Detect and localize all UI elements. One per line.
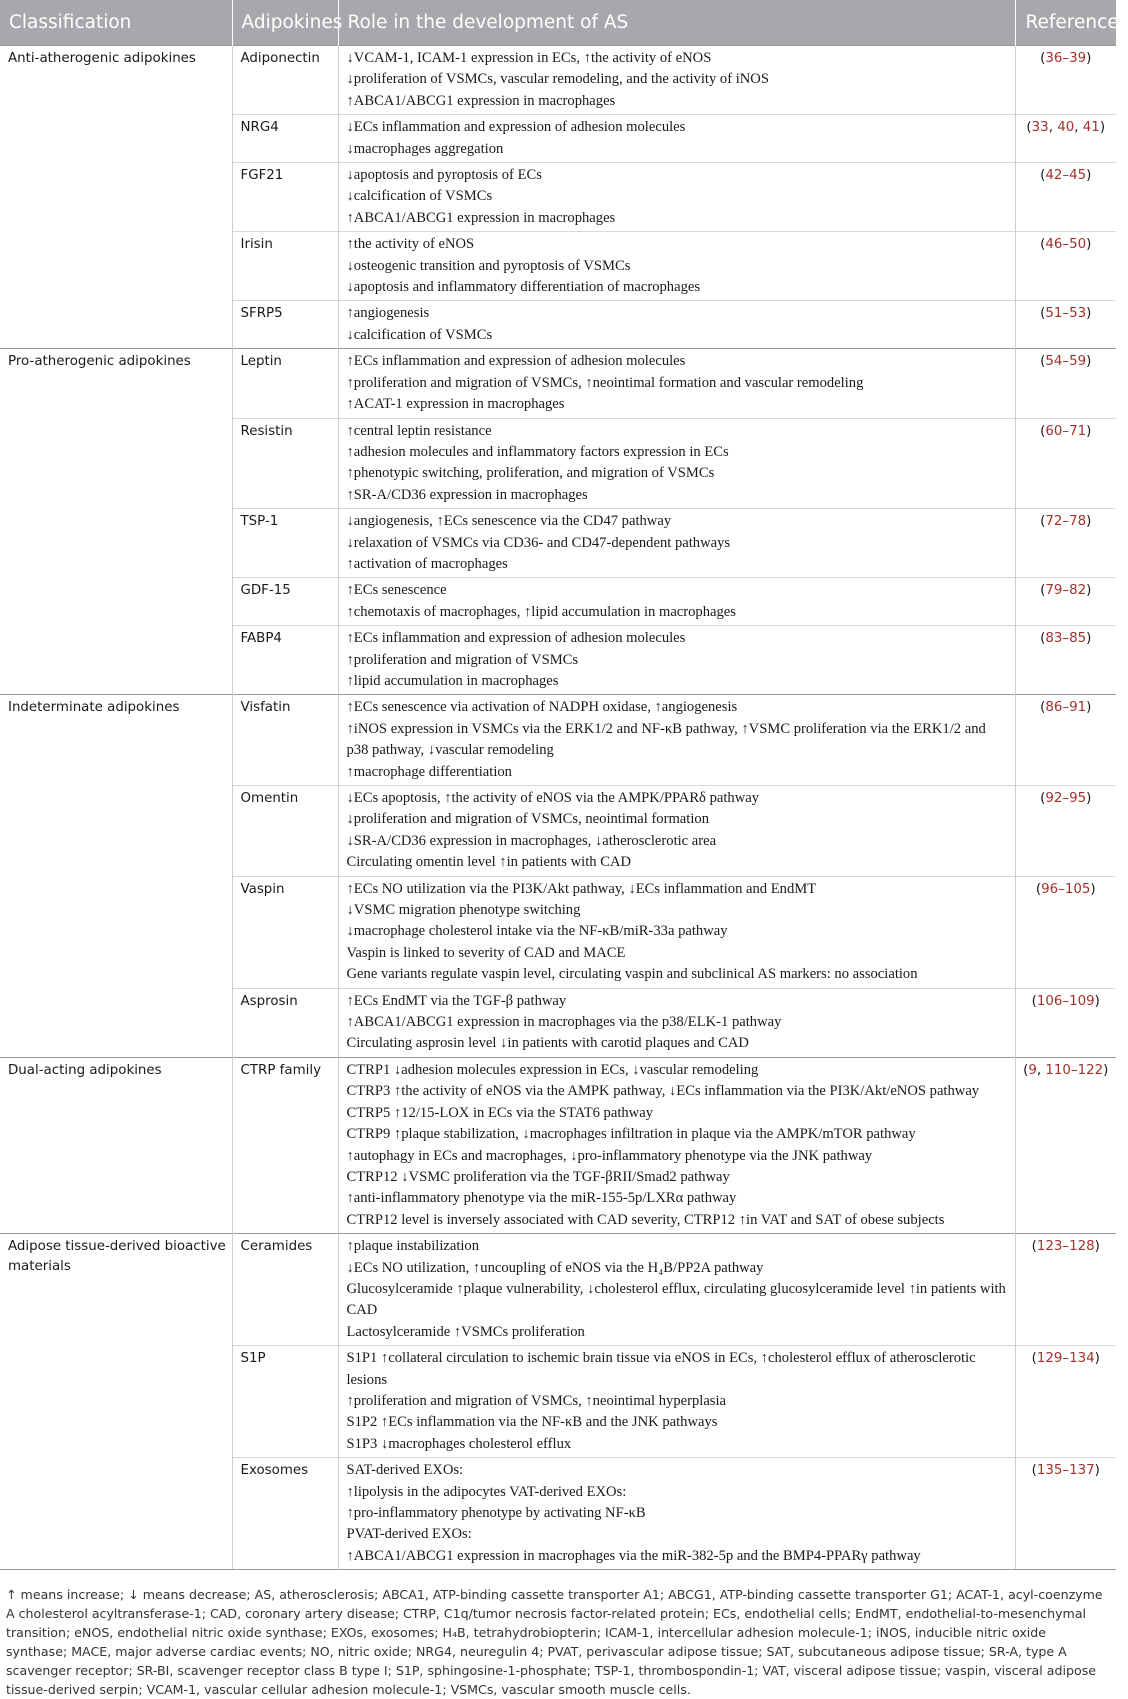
role-cell (338, 876, 1015, 988)
adipokine-name-cell: Ceramides (232, 1234, 338, 1346)
adipokine-name-cell: Leptin (232, 349, 338, 418)
role-line: ↑anti-inflammatory phenotype via the miR-155-5p/LXRα pathway (346, 1190, 737, 1207)
reference-link[interactable]: 106–109 (1036, 993, 1095, 1009)
classification-cell: Adipose tissue-derived bioactive materials (0, 1234, 232, 1570)
adipokine-name-cell: Asprosin (232, 988, 338, 1057)
role-line: Circulating asprosin level ↓in patients with carotid plaques and CAD (346, 1035, 749, 1052)
role-cell (338, 349, 1015, 418)
references-cell: (83–85) (1015, 626, 1116, 695)
reference-link[interactable]: 54–59 (1045, 354, 1087, 370)
reference-link[interactable]: 83–85 (1045, 631, 1087, 647)
role-line: ↑SR-A/CD36 expression in macrophages (346, 486, 588, 503)
role-line: ↓macrophages aggregation (346, 140, 504, 157)
role-line: ↑ACAT-1 expression in macrophages (346, 396, 565, 413)
role-line: ↓VSMC migration phenotype switching (346, 902, 581, 919)
references-cell: (51–53) (1015, 301, 1116, 349)
adipokine-name-cell: FABP4 (232, 626, 338, 695)
role-line: ↑phenotypic switching, proliferation, and migration of VSMCs (346, 465, 715, 482)
role-line: ↓SR-A/CD36 expression in macrophages, ↓atherosclerotic area (346, 832, 717, 849)
role-line: ↑proliferation and migration of VSMCs, ↑neointimal formation and vascular remodeling (346, 374, 864, 391)
header-classification: Classification (0, 0, 232, 46)
role-cell (338, 695, 1015, 786)
references-cell: (135–137) (1015, 1458, 1116, 1570)
role-line: Glucosylceramide ↑plaque vulnerability, ↓cholesterol efflux, circulating glucosylceramide level ↑in patients with CAD (346, 1280, 1006, 1319)
role-line: ↑the activity of eNOS (346, 236, 475, 253)
role-line: ↑lipid accumulation in macrophages (346, 672, 559, 689)
role-line: ↓calcification of VSMCs (346, 188, 493, 205)
role-line: S1P2 ↑ECs inflammation via the NF-κB and the JNK pathways (346, 1414, 718, 1431)
adipokine-name-cell: FGF21 (232, 163, 338, 232)
adipokine-name-cell: SFRP5 (232, 301, 338, 349)
reference-link[interactable]: 33 (1031, 120, 1049, 136)
reference-link[interactable]: 46–50 (1045, 237, 1087, 253)
role-line: ↓proliferation and migration of VSMCs, neointimal formation (346, 811, 709, 828)
role-line: ↓apoptosis and inflammatory differentiation of macrophages (346, 279, 701, 296)
role-line: ↑lipolysis in the adipocytes VAT-derived EXOs: (346, 1483, 627, 1500)
reference-link[interactable]: 92–95 (1045, 791, 1087, 806)
role-line: ↓ECs NO utilization, ↑uncoupling of eNOS via the H₄B/PP2A pathway (346, 1259, 764, 1276)
role-line: Gene variants regulate vaspin level, circulating vaspin and subclinical AS markers: no association (346, 966, 918, 983)
role-line: ↑ABCA1/ABCG1 expression in macrophages via the miR-382-5p and the BMP4-PPARγ pathway (346, 1547, 921, 1564)
role-line: ↑pro-inflammatory phenotype by activating NF-κB (346, 1505, 646, 1521)
role-line: Circulating omentin level ↑in patients with CAD (346, 854, 632, 871)
role-cell (338, 115, 1015, 163)
role-line: ↑angiogenesis (346, 305, 430, 322)
adipokine-name-cell: Visfatin (232, 695, 338, 786)
role-line: ↓relaxation of VSMCs via CD36- and CD47-dependent pathways (346, 534, 731, 551)
table-body (0, 46, 1116, 1570)
references-cell: (46–50) (1015, 232, 1116, 301)
role-line: PVAT-derived EXOs: (346, 1526, 472, 1543)
references-cell: (33, 40, 41) (1015, 115, 1116, 163)
role-line: Vaspin is linked to severity of CAD and MACE (346, 944, 626, 961)
role-cell (338, 232, 1015, 301)
role-line: ↑ECs inflammation and expression of adhesion molecules (346, 353, 686, 370)
table-row (0, 1234, 1116, 1346)
role-cell (338, 46, 1015, 115)
adipokine-name-cell: GDF-15 (232, 578, 338, 626)
classification-cell: Indeterminate adipokines (0, 695, 232, 1058)
role-line: ↑plaque instabilization (346, 1238, 480, 1255)
adipokine-name-cell: Exosomes (232, 1458, 338, 1570)
references-cell: (106–109) (1015, 988, 1116, 1057)
role-cell (338, 509, 1015, 578)
reference-link[interactable]: 110–122 (1045, 1062, 1104, 1078)
role-line: ↑ECs senescence (346, 582, 447, 599)
role-line: CTRP12 ↓VSMC proliferation via the TGF-βRII/Smad2 pathway (346, 1168, 730, 1185)
role-cell (338, 418, 1015, 509)
role-line: CTRP5 ↑12/15-LOX in ECs via the STAT6 pathway (346, 1104, 653, 1121)
references-cell: (42–45) (1015, 163, 1116, 232)
role-line: ↑autophagy in ECs and macrophages, ↓pro-inflammatory phenotype via the JNK pathway (346, 1147, 873, 1164)
classification-cell: Pro-atherogenic adipokines (0, 349, 232, 695)
role-line: SAT-derived EXOs: (346, 1462, 464, 1479)
references-cell: (92–95) (1015, 786, 1116, 877)
references-cell: (60–71) (1015, 418, 1116, 509)
header-references: References (1015, 0, 1116, 46)
reference-link[interactable]: 42–45 (1045, 168, 1087, 184)
role-line: ↓osteogenic transition and pyroptosis of VSMCs (346, 257, 631, 274)
role-line: ↓calcification of VSMCs (346, 326, 493, 343)
adipokine-name-cell: NRG4 (232, 115, 338, 163)
adipokine-name-cell: Irisin (232, 232, 338, 301)
references-cell: (36–39) (1015, 46, 1116, 115)
references-cell: (54–59) (1015, 349, 1116, 418)
references-cell: (79–82) (1015, 578, 1116, 626)
classification-cell: Anti-atherogenic adipokines (0, 46, 232, 349)
role-line: ↓apoptosis and pyroptosis of ECs (346, 167, 542, 184)
reference-link[interactable]: 86–91 (1045, 700, 1087, 716)
role-line: S1P1 ↑collateral circulation to ischemic brain tissue via eNOS in ECs, ↑cholesterol efflux of atherosclerotic lesions (346, 1350, 976, 1388)
role-line: ↑ECs NO utilization via the PI3K/Akt pathway, ↓ECs inflammation and EndMT (346, 880, 817, 897)
role-line: CTRP1 ↓adhesion molecules expression in ECs, ↓vascular remodeling (346, 1061, 759, 1078)
role-cell (338, 163, 1015, 232)
role-line: ↑adhesion molecules and inflammatory factors expression in ECs (346, 443, 729, 460)
role-line: ↑macrophage differentiation (346, 763, 512, 780)
role-line: ↑ABCA1/ABCG1 expression in macrophages (346, 209, 616, 226)
role-line: ↓angiogenesis, ↑ECs senescence via the CD47 pathway (346, 513, 672, 530)
header-role: Role in the development of AS (338, 0, 1015, 46)
role-line: ↑ABCA1/ABCG1 expression in macrophages via the p38/ELK-1 pathway (346, 1014, 782, 1031)
role-cell (338, 626, 1015, 695)
role-line: Lactosylceramide ↑VSMCs proliferation (346, 1323, 585, 1340)
role-cell (338, 786, 1015, 877)
role-line: ↑chemotaxis of macrophages, ↑lipid accumulation in macrophages (346, 603, 736, 620)
role-cell (338, 578, 1015, 626)
adipokine-name-cell: CTRP family (232, 1057, 338, 1233)
role-line: ↓proliferation of VSMCs, vascular remodeling, and the activity of iNOS (346, 71, 769, 88)
table-bottom-rule (0, 1569, 1116, 1570)
role-cell (338, 1346, 1015, 1458)
table-row (0, 695, 1116, 786)
role-line: ↓ECs inflammation and expression of adhesion molecules (346, 119, 686, 136)
reference-link[interactable]: 123–128 (1036, 1239, 1095, 1255)
role-cell (338, 1234, 1015, 1346)
reference-link[interactable]: 36–39 (1045, 51, 1087, 66)
adipokine-name-cell: S1P (232, 1346, 338, 1458)
role-line: ↓macrophage cholesterol intake via the NF-κB/miR-33a pathway (346, 923, 728, 940)
role-line: ↑proliferation and migration of VSMCs, ↑neointimal hyperplasia (346, 1392, 727, 1409)
role-cell (338, 301, 1015, 349)
table-row (0, 349, 1116, 418)
role-line: ↑iNOS expression in VSMCs via the ERK1/2 and NF-κB pathway, ↑VSMC proliferation via the ERK1/2 and p38 pathway, ↓vascular remodeling (346, 720, 986, 759)
reference-link[interactable]: 41 (1082, 120, 1100, 136)
adipokine-name-cell: Adiponectin (232, 46, 338, 115)
reference-link[interactable]: 72–78 (1045, 514, 1087, 530)
reference-link[interactable]: 129–134 (1036, 1351, 1095, 1367)
reference-link[interactable]: 9 (1028, 1062, 1037, 1078)
table-footnote: ↑ means increase; ↓ means decrease; AS, atherosclerosis; ABCA1, ATP-binding cassette transporter A1; ABCG1, ATP-binding cassette transporter G1; ACAT-1, acyl-coenzyme A cholesterol acyltransferase-1; CAD, coronary artery disease; CTRP, C1q/tumor necrosis factor-related protein; ECs, endothelial cells; EndMT, endothelial-to-mesenchymal transition; eNOS, endothelial nitric oxide synthase; EXOs, exosomes; H₄B, tetrahydrobiopterin; ICAM-1, intercellular adhesion molecule-1; iNOS, inducible nitric oxide synthase; MACE, major adverse cardiac events; NO, nitric oxide; NRG4, neuregulin 4; PVAT, perivascular adipose tissue; SAT, subcutaneous adipose tissue; SR-A, type A scavenger receptor; SR-BI, scavenger receptor class B type I; S1P, sphingosine-1-phosphate; TSP-1, thrombospondin-1; VAT, visceral adipose tissue; vaspin, visceral adipose tissue-derived serpin; VCAM-1, vascular cellular adhesion molecule-1; VSMCs, vascular smooth muscle cells. (6, 1587, 1103, 1697)
reference-link[interactable]: 135–137 (1036, 1463, 1095, 1479)
role-line: ↑ECs senescence via activation of NADPH oxidase, ↑angiogenesis (346, 699, 738, 716)
role-line: ↑ECs EndMT via the TGF-β pathway (346, 992, 567, 1009)
adipokine-name-cell: TSP-1 (232, 509, 338, 578)
references-cell: (123–128) (1015, 1234, 1116, 1346)
role-line: CTRP12 level is inversely associated with CAD severity, CTRP12 ↑in VAT and SAT of obese subjects (346, 1211, 945, 1228)
references-cell: (96–105) (1015, 876, 1116, 988)
reference-link[interactable]: 51–53 (1045, 306, 1087, 322)
role-line: ↑proliferation and migration of VSMCs (346, 651, 579, 668)
role-cell (338, 1057, 1015, 1233)
classification-cell: Dual-acting adipokines (0, 1057, 232, 1233)
adipokine-name-cell: Omentin (232, 786, 338, 877)
role-cell (338, 988, 1015, 1057)
role-line: ↓VCAM-1, ICAM-1 expression in ECs, ↑the activity of eNOS (346, 50, 712, 66)
role-line: ↑activation of macrophages (346, 555, 508, 572)
reference-link[interactable]: 79–82 (1045, 583, 1087, 599)
role-cell (338, 1458, 1015, 1570)
adipokine-name-cell: Resistin (232, 418, 338, 509)
role-line: ↑ECs inflammation and expression of adhesion molecules (346, 630, 686, 647)
reference-link[interactable]: 96–105 (1041, 881, 1091, 897)
table-row (0, 46, 1116, 115)
role-line: ↑central leptin resistance (346, 422, 492, 439)
role-line: S1P3 ↓macrophages cholesterol efflux (346, 1435, 572, 1452)
references-cell: (9, 110–122) (1015, 1057, 1116, 1233)
header-adipokines: Adipokines (232, 0, 338, 46)
references-cell: (129–134) (1015, 1346, 1116, 1458)
adipokine-name-cell: Vaspin (232, 876, 338, 988)
table-header-row (0, 0, 1116, 46)
reference-link[interactable]: 60–71 (1045, 423, 1087, 439)
role-line: CTRP9 ↑plaque stabilization, ↓macrophages infiltration in plaque via the AMPK/mTOR pathway (346, 1126, 916, 1143)
references-cell: (72–78) (1015, 509, 1116, 578)
role-line: ↓ECs apoptosis, ↑the activity of eNOS via the AMPK/PPARδ pathway (346, 790, 760, 806)
role-line: ↑ABCA1/ABCG1 expression in macrophages (346, 92, 616, 109)
references-cell: (86–91) (1015, 695, 1116, 786)
reference-link[interactable]: 40 (1057, 120, 1075, 136)
table-row (0, 1057, 1116, 1233)
role-line: CTRP3 ↑the activity of eNOS via the AMPK pathway, ↓ECs inflammation via the PI3K/Akt/eNOS pathway (346, 1083, 980, 1100)
